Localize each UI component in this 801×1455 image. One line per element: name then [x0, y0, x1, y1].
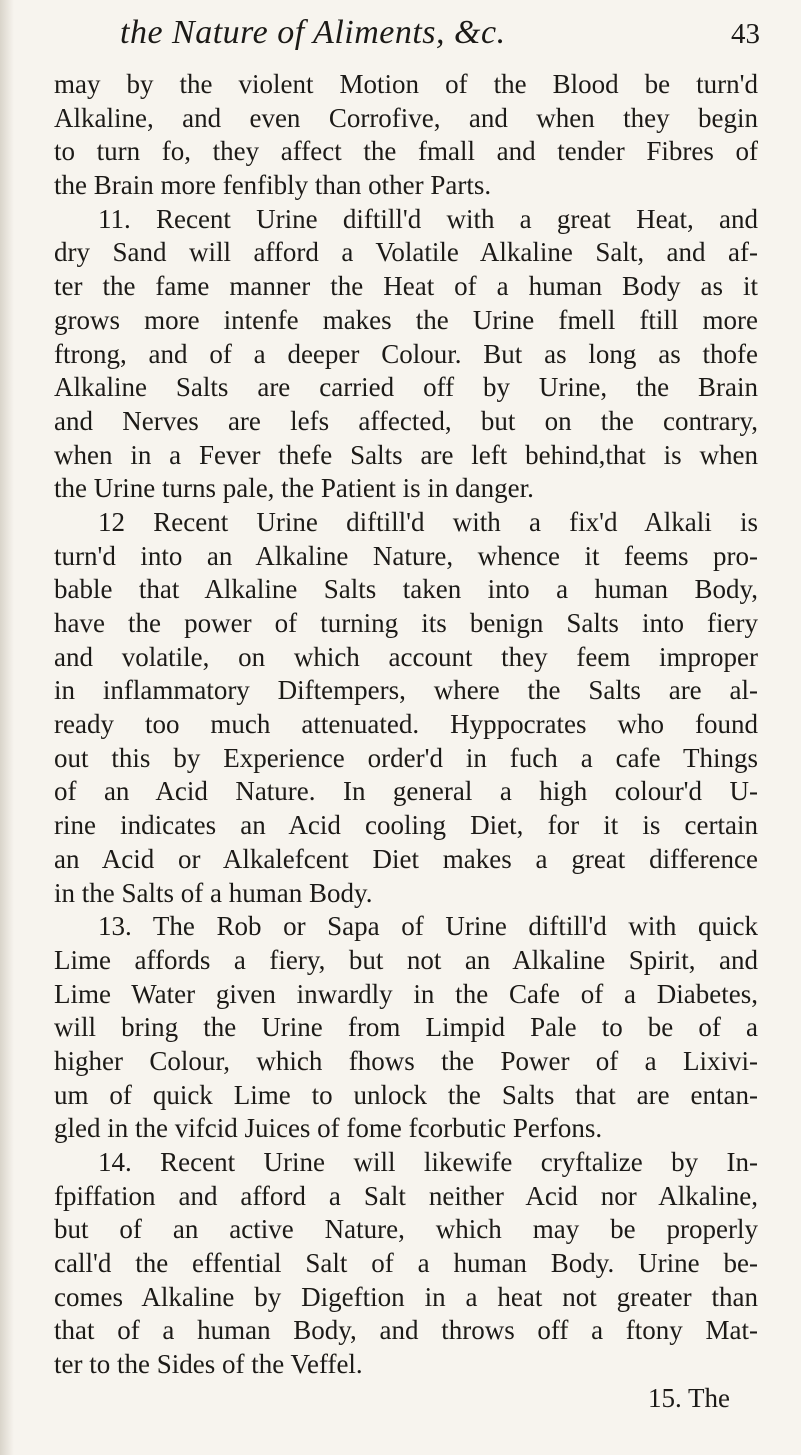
- text-line: grows more intenfe makes the Urine fmell ftill more: [54, 304, 758, 335]
- text-line: may by the violent Motion of the Blood be turn'd: [54, 69, 758, 99]
- paragraph-11-start: 11. Recent Urine diftill'd with a great Heat, and: [98, 203, 758, 234]
- text-line: have the power of turning its benign Salts into fiery: [54, 608, 758, 638]
- text-line: turn'd into an Alkaline Nature, whence it feems pro-: [54, 540, 758, 571]
- text-line: in the Salts of a human Body.: [54, 877, 373, 908]
- paragraph-14-start: 14. Recent Urine will likewife cryftalize by In-: [98, 1147, 758, 1177]
- text-line: ready too much attenuated. Hyppocrates who found: [54, 709, 758, 740]
- text-line: of an Acid Nature. In general a high colour'd U-: [54, 776, 758, 807]
- text-line: gled in the vifcid Juices of fome fcorbutic Perfons.: [54, 1113, 603, 1144]
- page-gutter: [0, 0, 14, 1455]
- text-line: ter the fame manner the Heat of a human Body as it: [54, 271, 758, 302]
- text-line: that of a human Body, and throws off a ftony Mat-: [54, 1315, 758, 1346]
- text-line: to turn fo, they affect the fmall and tender Fibres of: [54, 136, 758, 167]
- page-header: [120, 14, 760, 54]
- body-text: [54, 68, 758, 1416]
- catchword: 15. The: [648, 1382, 730, 1413]
- text-line: ter to the Sides of the Veffel.: [54, 1349, 363, 1380]
- text-line: an Acid or Alkalefcent Diet makes a great difference: [54, 843, 758, 874]
- text-line: comes Alkaline by Digeftion in a heat not greater than: [54, 1281, 758, 1312]
- text-line: Alkaline Salts are carried off by Urine, the Brain: [54, 372, 758, 403]
- text-line: and volatile, on which account they feem improper: [54, 641, 758, 672]
- text-line: fpiffation and afford a Salt neither Acid nor Alkaline,: [54, 1180, 758, 1211]
- paragraph-13-start: 13. The Rob or Sapa of Urine diftill'd with quick: [98, 911, 758, 942]
- text-line: higher Colour, which fhows the Power of a Lixivi-: [54, 1045, 758, 1076]
- text-line: will bring the Urine from Limpid Pale to be of a: [54, 1012, 758, 1043]
- running-title: the Nature of Aliments, &c.: [120, 14, 506, 51]
- text-line: Lime affords a fiery, but not an Alkaline Spirit, and: [54, 944, 758, 975]
- text-line: um of quick Lime to unlock the Salts that are entan-: [54, 1079, 758, 1110]
- text-line: ftrong, and of a deeper Colour. But as long as thofe: [54, 338, 758, 369]
- text-line: out this by Experience order'd in fuch a cafe Things: [54, 742, 758, 773]
- text-line: but of an active Nature, which may be properly: [54, 1214, 758, 1245]
- text-line: the Urine turns pale, the Patient is in danger.: [54, 473, 534, 504]
- text-line: dry Sand will afford a Volatile Alkaline Salt, and af-: [54, 237, 758, 268]
- text-line: the Brain more fenfibly than other Parts.: [54, 170, 492, 201]
- text-line: in inflammatory Diftempers, where the Salts are al-: [54, 675, 758, 706]
- text-line: bable that Alkaline Salts taken into a human Body,: [54, 574, 758, 605]
- text-line: rine indicates an Acid cooling Diet, for it is certain: [54, 810, 758, 841]
- text-line: and Nerves are lefs affected, but on the contrary,: [54, 405, 758, 436]
- text-line: Alkaline, and even Corrofive, and when they begin: [54, 102, 758, 133]
- text-line: Lime Water given inwardly in the Cafe of a Diabetes,: [54, 978, 758, 1009]
- paragraph-12-start: 12 Recent Urine diftill'd with a fix'd Alkali is: [98, 506, 758, 537]
- page-number: 43: [731, 18, 760, 50]
- text-line: when in a Fever thefe Salts are left behind,that is when: [54, 439, 758, 470]
- text-line: call'd the effential Salt of a human Body. Urine be-: [54, 1248, 758, 1279]
